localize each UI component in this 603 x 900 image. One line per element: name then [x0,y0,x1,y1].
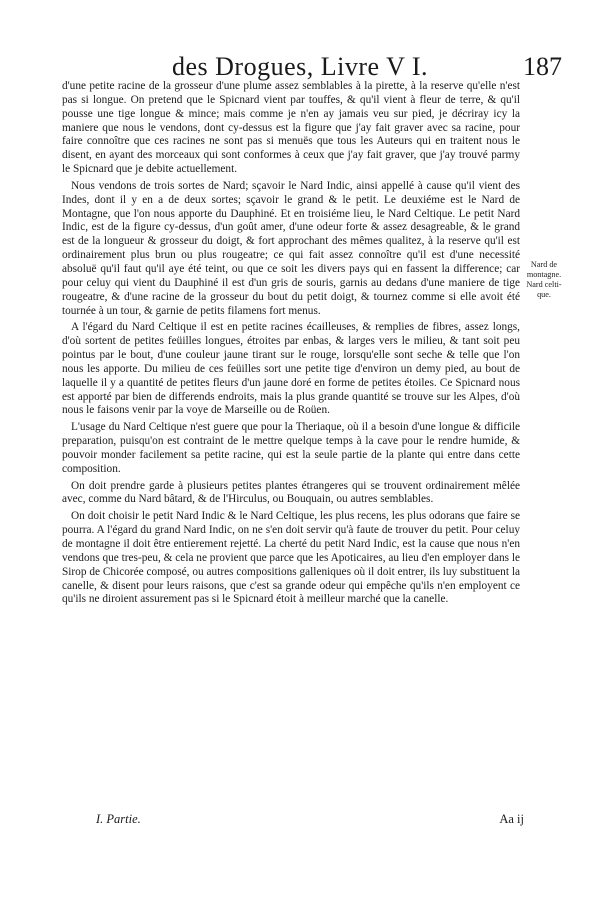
page-number: 187 [523,52,562,81]
paragraph-choosing-nard: On doit choisir le petit Nard Indic & le Nard Celtique, les plus recens, les plus odorans que faire se pourra. A l'égard du grand Nard Indic, on ne s'en doit servir qu'à faute de trouver du petit. Pour celuy de montagne il doit être entierement rejetté. La cherté du petit Nard Indic, est la cause que nous n'en vendons que tres-peu, & cela ne provient que parce que les Apoticaires, au lieu d'en employer dans le Sirop de Chicorée composé, ou autres compositions galleniques où il doit entrer, ils luy substituent la canelle, & disent pour leurs raisons, que c'est sa grande odeur qui empêche qu'ils n'en employent ce qu'ils ne diroient assurement pas si le Spicnard étoit à meilleur marché que la canelle. [62,510,520,606]
body-text [62,80,520,610]
paragraph-three-sorts-of-nard: Nous vendons de trois sortes de Nard; sçavoir le Nard Indic, ainsi appellé à cause qu'il vient des Indes, dont il y en a de deux sortes; sçavoir le grand & le petit. Le deuxiéme est le Nard de Montagne, que l'on nous apporte du Dauphiné. Et en troisiéme lieu, le Nard Celtique. Le petit Nard Indic, est de la figure cy-dessus, d'un goût amer, d'une odeur forte & assez desagreable, & le grand est de la longueur & grosseur du doigt, & fort approchant des mêmes qualitez, à la reserve qu'il est ordinairement plus brun ou plus rougeatre; ce qui fait assez connoître qu'il est d'une necessité absoluë qu'il faut qu'il aye été teint, ou que ce soit les divers pays qui en fassent la difference; car pour celuy qui vient du Dauphiné il est d'un gris de souris, garnis au dedans d'une maniere de tige rougeatre, & d'une racine de la grosseur du bout du petit doigt, & tournez comme si elle avoit été tournée à un tour, & garnie de petits filamens fort menus. [62,179,520,317]
paragraph-nard-celtique: A l'égard du Nard Celtique il est en petite racines écailleuses, & remplies de fibres, assez longs, d'où sortent de petites feüilles longues, étroites par enbas, & larges vers le milieu, & tant soit peu pointus par le bout, d'une couleur jaune tirant sur le rouge, lorsqu'elle sont seche & telle que l'on nous les apporte. Du milieu de ces feüilles sort une petite tige d'environ un demy pied, au bout de laquelle il y a quantité de petites fleurs d'un jaune doré en forme de petites étoiles. Ce Spicnard nous est apporté par bien de differends endroits, mais la plus grande quantité se trouve sur les Alpes, d'où nous le faisons venir par la voye de Marseille ou de Roüen. [62,321,520,417]
part-label: I. Partie. [96,812,141,826]
margin-note: Nard de montagne. Nard celti-que. [526,260,562,299]
paragraph-foreign-plants-warning: On doit prendre garde à plusieurs petites plantes étrangeres qui se trouvent ordinairement mêlée avec, comme du Nard bâtard, & de l'Hirculus, ou Bouquain, ou autres semblables. [62,479,520,506]
paragraph-spicnard-description: d'une petite racine de la grosseur d'une plume assez semblables à la pirette, à la reserve qu'elle n'est pas si longue. On pretend que le Spicnard vient par touffes, & qu'il vient à fleur de terre, & qu'il pousse une tige longue & mince; mais comme je n'en ay jamais veu sur pied, je décriray icy la maniere que nous le vendons, dont cy-dessus est la figure que j'ay fait graver avec sa racine, pour faire connoître que ces racines ne sont pas si menuës que tous les Auteurs qui en traitent nous le disent, en ayant des morceaux qui sont conformes à ceux que j'ay fait graver, que j'ay trouvé parmy le Spicnard que je debite actuellement. [62,80,520,176]
signature-mark: Aa ij [499,812,524,826]
running-title: des Drogues, Livre V I. [172,52,429,81]
paragraph-usage-theriaque: L'usage du Nard Celtique n'est guere que pour la Theriaque, où il a besoin d'une longue & difficile preparation, puisqu'on est contraint de le mettre quelque temps à la cave pour le rendre humide, & pouvoir monder facilement sa petite racine, qui est la seule partie de la plante qui entre dans cette composition. [62,421,520,475]
page-footer [62,812,524,832]
